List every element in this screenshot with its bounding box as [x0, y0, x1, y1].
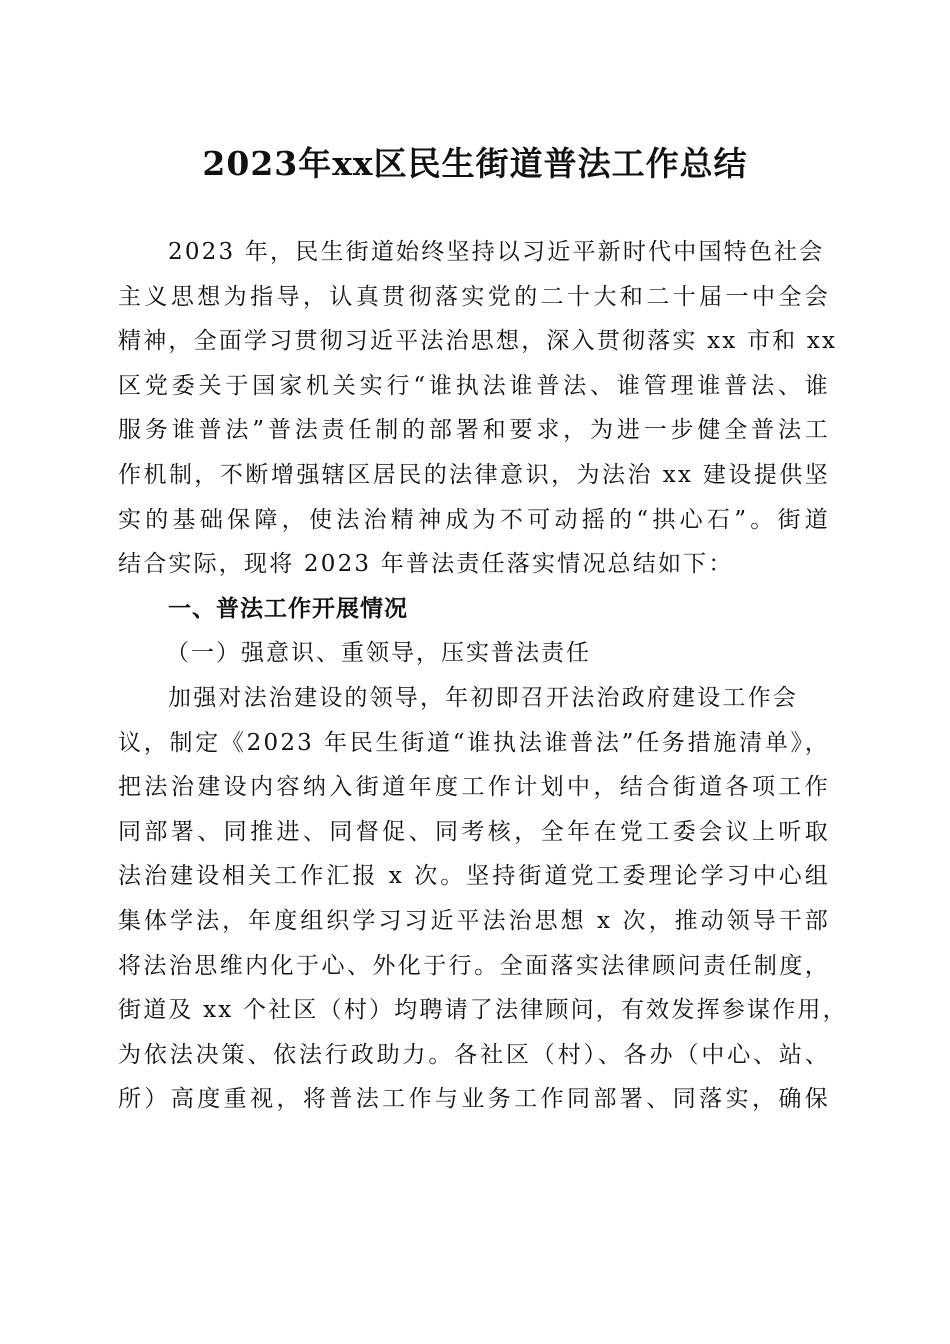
paragraph-2-line-3: 把法治建设内容纳入街道年度工作计划中，结合街道各项工作	[118, 774, 830, 801]
paragraph-1-line-8: 结合实际，现将 2023 年普法责任落实情况总结如下：	[118, 551, 734, 578]
section-heading-1: 一、普法工作开展情况	[168, 595, 408, 622]
subsection-heading-1: （一）强意识、重领导，压实普法责任	[166, 640, 591, 667]
paragraph-2-line-6: 集体学法，年度组织学习习近平法治思想 x 次，推动领导干部	[118, 907, 830, 934]
paragraph-2-line-4: 同部署、同推进、同督促、同考核，全年在党工委会议上听取	[118, 818, 830, 845]
paragraph-1-line-1: 2023 年，民生街道始终坚持以习近平新时代中国特色社会	[168, 239, 825, 265]
paragraph-2-line-1: 加强对法治建设的领导，年初即召开法治政府建设工作会	[168, 684, 798, 711]
paragraph-1-line-4: 区党委关于国家机关实行“谁执法谁普法、谁管理谁普法、谁	[118, 372, 830, 399]
document-title: 2023年xx区民生街道普法工作总结	[202, 144, 748, 183]
paragraph-2-line-10: 所）高度重视，将普法工作与业务工作同部署、同落实，确保	[118, 1086, 830, 1113]
paragraph-2-line-9: 为依法决策、依法行政助力。各社区（村）、各办（中心、站、	[118, 1041, 830, 1068]
paragraph-1-line-7: 实的基础保障，使法治精神成为不可动摇的“拱心石”。街道	[118, 506, 830, 533]
paragraph-2-line-7: 将法治思维内化于心、外化于行。全面落实法律顾问责任制度，	[118, 952, 830, 979]
paragraph-1-line-5: 服务谁普法”普法责任制的部署和要求，为进一步健全普法工	[118, 417, 830, 444]
paragraph-2-line-5: 法治建设相关工作汇报 x 次。坚持街道党工委理论学习中心组	[118, 863, 830, 890]
paragraph-2-line-8: 街道及 xx 个社区（村）均聘请了法律顾问，有效发挥参谋作用，	[118, 997, 848, 1024]
paragraph-2-line-2: 议，制定《2023 年民生街道“谁执法谁普法”任务措施清单》，	[118, 729, 830, 756]
document-body	[118, 230, 848, 1122]
paragraph-1-line-2: 主义思想为指导，认真贯彻落实党的二十大和二十届一中全会	[118, 283, 830, 310]
paragraph-1-line-3: 精神，全面学习贯彻习近平法治思想，深入贯彻落实 xx 市和 xx	[118, 328, 838, 355]
paragraph-1-line-6: 作机制，不断增强辖区居民的法律意识，为法治 xx 建设提供坚	[118, 461, 830, 488]
